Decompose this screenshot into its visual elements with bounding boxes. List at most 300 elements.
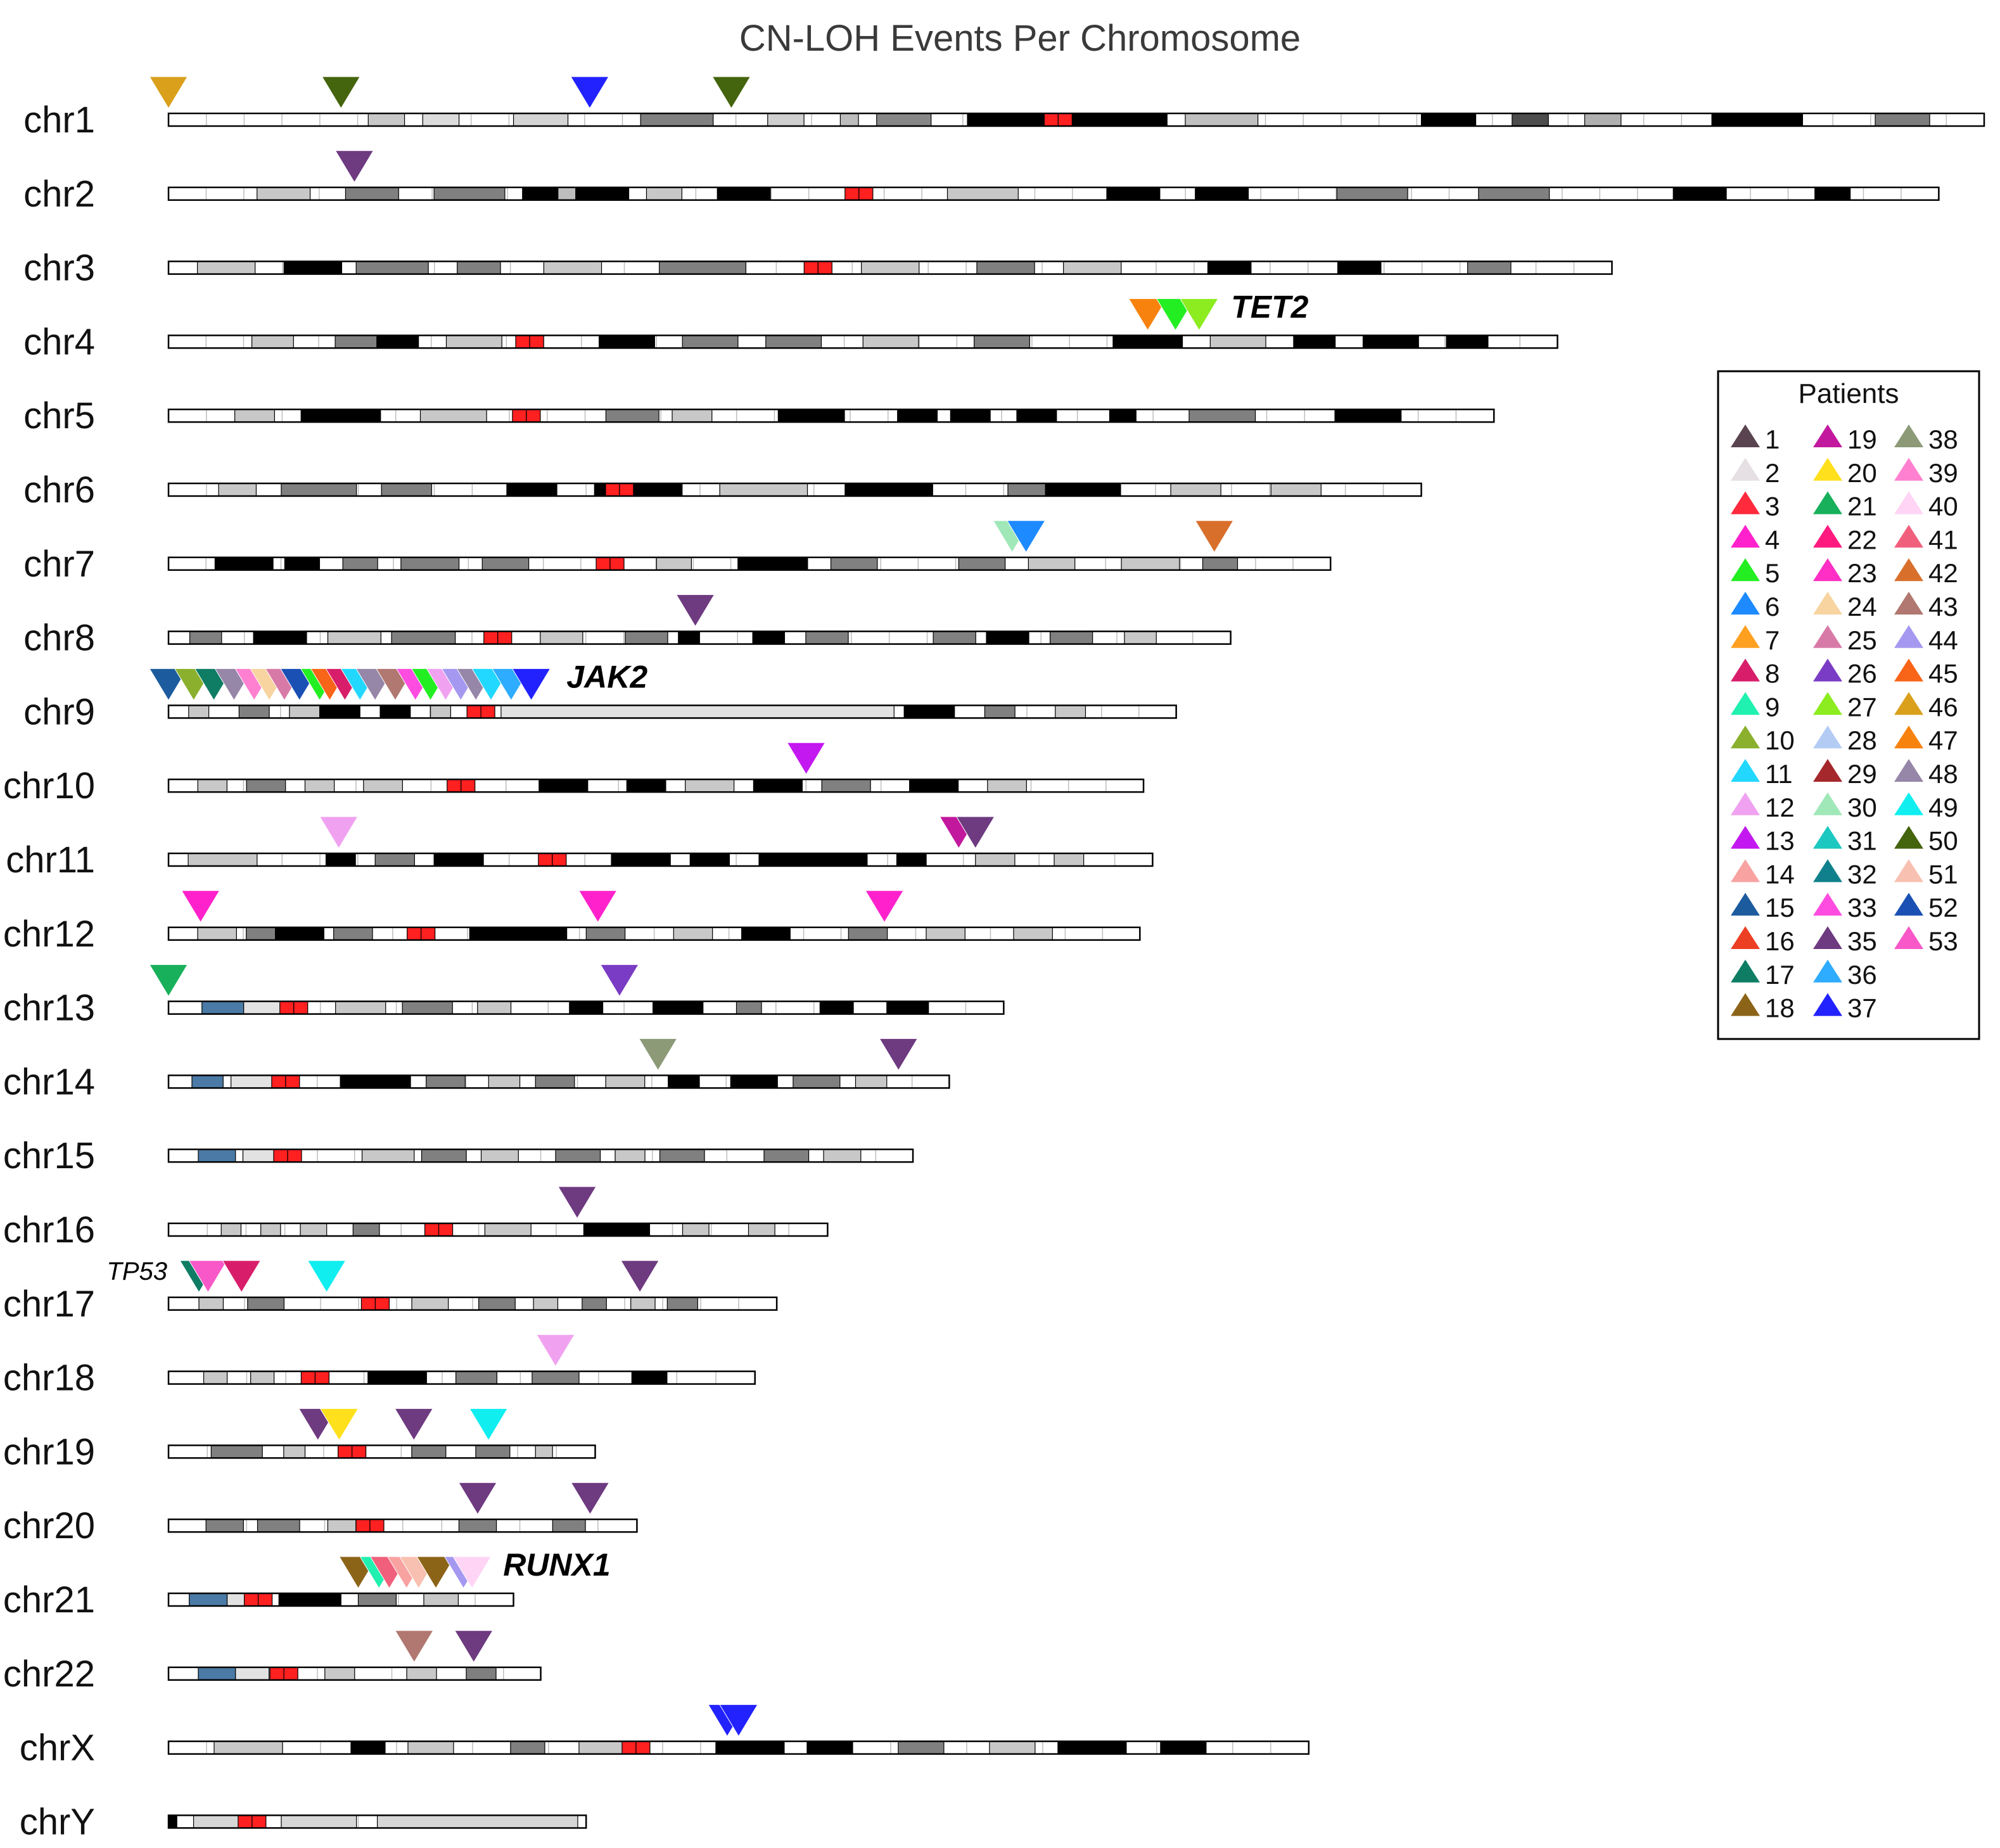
chromosome-band [192,1075,223,1088]
cnloh-event-marker [150,77,188,108]
cnloh-event-marker [677,595,715,627]
chromosome-band [576,188,629,200]
chromosome-band [753,779,802,792]
chromosome-chr3 [23,248,1612,289]
chromosome-band [284,1445,305,1458]
chromosome-band [1479,188,1550,200]
centromere-left [245,1593,258,1606]
chromosome-band [246,927,276,940]
chromosome-band [215,558,273,570]
cnloh-event-marker [621,1261,659,1292]
chromosome-band [325,1667,355,1680]
chromosome-band [446,335,502,348]
chromosome-band [632,1372,667,1384]
legend-label: 35 [1847,926,1877,956]
centromere-right [286,1075,300,1088]
centromere-left [361,1297,375,1310]
centromere-right [552,853,566,866]
chromosome-band [466,1667,496,1680]
chromosome-chr14 [3,1061,949,1102]
chromosome-band [898,1742,944,1754]
chromosome-band [300,1223,327,1236]
chromosome-band [1008,483,1045,496]
chromosome-band [421,409,487,422]
chromosome-band [377,335,419,348]
legend-label: 23 [1847,558,1877,589]
chromosome-chrX [20,1728,1309,1769]
centromere-left [1044,113,1058,126]
chromosome-band [1050,632,1093,644]
chromosome-band [1185,113,1258,126]
legend-label: 36 [1847,959,1877,990]
chromosome-band [326,853,356,866]
chromosome-band [895,483,933,496]
cnloh-event-marker [787,742,825,774]
legend-label: 9 [1765,692,1780,722]
chromosome-band [1468,262,1511,274]
cnloh-event-marker [455,1631,493,1662]
chromosome-band [653,1002,703,1014]
chromosome-band [1014,927,1052,940]
chromosome-band [1054,853,1084,866]
cnloh-event-marker [639,1038,677,1070]
chromosome-band [1294,335,1335,348]
chromosome-label: chr8 [23,617,95,659]
legend-label: 24 [1847,592,1877,621]
legend-label: 4 [1765,525,1780,555]
chromosome-chr10 [3,765,1143,806]
chromosome-band [281,1815,357,1828]
chromosome-band [863,335,919,348]
chromosome-band [469,927,566,940]
legend-label: 50 [1928,825,1958,856]
centromere-left [407,927,421,940]
chromosome-band [457,262,500,274]
chromosome-band [482,558,528,570]
chromosomes-layer [3,99,1984,1842]
chromosome-band [401,558,459,570]
chromosome-band [402,1002,452,1014]
chromosome-band [392,632,455,644]
chromosome-label: chr5 [23,395,95,437]
chromosome-band [253,632,307,644]
chromosome-band [668,1075,699,1088]
chromosome-band [301,409,341,422]
cnloh-event-marker [459,1482,497,1514]
legend-label: 10 [1765,725,1795,756]
legend-label: 15 [1765,893,1795,923]
chromosome-band [236,1667,269,1680]
chromosome-band [540,632,583,644]
legend-label: 48 [1928,759,1958,789]
chromosome-chrY [20,1801,586,1842]
chromosome-band [523,188,558,200]
legend-label: 26 [1847,658,1877,689]
chromosome-band [1109,409,1136,422]
chromosome-band [1028,558,1074,570]
chromosome-band [877,113,931,126]
centromere-right [288,1149,302,1162]
centromere-left [338,1445,352,1458]
centromere-left [606,483,620,496]
centromere-right [439,1223,453,1236]
chromosome-band [988,779,1027,792]
chromosome-label: chr10 [3,765,95,807]
chromosome-band [412,1297,449,1310]
chromosome-band [351,1742,385,1754]
legend-label: 13 [1765,825,1795,856]
chromosome-band [375,853,414,866]
chromosome-band [276,927,324,940]
chromosome-band [682,1223,709,1236]
chromosome-label: chr17 [3,1283,95,1325]
chromosome-label: chrX [19,1727,95,1769]
centromere-left [804,262,818,274]
chromosome-band [1064,262,1121,274]
chromosome-band [248,1297,284,1310]
chromosome-band [632,483,682,496]
chromosome-band [246,779,286,792]
chromosome-band [673,927,712,940]
chromosome-band [862,262,919,274]
chromosome-label: chr22 [3,1653,95,1695]
centromere-right [252,1815,266,1828]
centromere-right [481,705,495,718]
legend-label: 3 [1765,491,1780,521]
chromosome-band [742,927,791,940]
centromere-right [375,1297,389,1310]
legend-label: 25 [1847,625,1877,655]
cnloh-event-marker [395,1408,433,1440]
legend-label: 33 [1847,893,1877,923]
cnloh-event-marker [571,77,609,108]
legend-label: 16 [1765,926,1795,956]
chromosome-band [214,1742,283,1754]
centromere-right [315,1372,329,1384]
chromosome-band [305,779,334,792]
chromosome-band [717,188,770,200]
chromosome-band [422,1149,467,1162]
chromosome-band [806,632,848,644]
chromosome-band [412,1445,446,1458]
chromosome-band [206,1519,243,1532]
chromosome-band [488,1075,519,1088]
chromosome-label: chr19 [3,1431,95,1473]
centromere-left [845,188,859,200]
chromosome-chr1 [23,99,1984,141]
legend-label: 18 [1765,993,1795,1023]
centromere-right [284,1667,298,1680]
chromosome-chr15 [3,1135,913,1176]
chromosome-band [261,1223,281,1236]
chromosome-band [190,632,222,644]
cnloh-event-marker [601,965,639,997]
chromosome-band [320,705,360,718]
chromosome-band [407,1667,436,1680]
chromosome-band [353,1223,379,1236]
chromosome-band [579,1742,625,1754]
cnloh-event-marker [865,891,903,922]
chromosome-band [479,1297,516,1310]
centromere-right [1058,113,1072,126]
chromosome-band [328,632,381,644]
chromosome-chr12 [3,914,1140,955]
chromosome-band [855,1075,886,1088]
chromosome-band [341,409,381,422]
centromere-left [238,1815,252,1828]
chromosome-band [251,1372,274,1384]
chromosome-band [1210,335,1266,348]
chromosome-band [730,1075,777,1088]
events-layer [150,77,1233,1736]
chromosome-label: chr20 [3,1505,95,1547]
legend-label: 6 [1765,592,1780,621]
chromosome-label: chr1 [23,99,95,141]
centromere-right [610,558,624,570]
chromosome-band [736,1002,761,1014]
centromere-right [530,335,544,348]
chromosome-band [279,1593,341,1606]
cnloh-event-marker [222,1261,260,1292]
chromosome-band [290,705,320,718]
chromosome-band [434,188,505,200]
chromosome-band [586,927,625,940]
centromere-right [526,409,540,422]
chromosome-band [431,705,451,718]
chromosome-band [848,927,887,940]
chromosome-band [959,558,1005,570]
chromosome-band [252,335,294,348]
chromosome-band [219,483,256,496]
centromere-right [421,927,435,940]
chromosome-band [476,1445,510,1458]
chromosome-band [753,632,784,644]
chromosome-band [820,1002,853,1014]
chromosome-band [1875,113,1930,126]
centromere-right [818,262,832,274]
legend-label: 52 [1928,893,1958,923]
chromosome-band [507,483,557,496]
chromosome-band [1512,113,1548,126]
chromosome-band [539,779,588,792]
legend-label: 32 [1847,859,1877,889]
chromosome-label: chr12 [3,913,95,955]
legend-label: 46 [1928,692,1958,722]
chromosome-band [766,335,822,348]
chromosome-band [570,1002,603,1014]
legend-label: 53 [1928,926,1958,956]
centromere-left [447,779,461,792]
cnloh-event-marker [537,1335,575,1367]
chromosome-band [535,1075,575,1088]
chromosome-label: chr14 [3,1061,95,1103]
legend-label: 38 [1928,424,1958,454]
chromosome-band [1712,113,1802,126]
centromere-left [538,853,552,866]
chromosome-chr9 [23,691,1176,732]
centromere-right [461,779,475,792]
gene-label: JAK2 [566,659,648,695]
centromere-left [622,1742,636,1754]
chromosome-label: chr11 [6,839,95,881]
chromosome-band [235,409,275,422]
chromosome-band [678,632,700,644]
legend-label: 19 [1847,424,1877,454]
centromere-left [596,558,610,570]
chromosome-band [378,1815,578,1828]
chromosome-band [606,1075,645,1088]
chromosome-band [257,1519,300,1532]
chromosome-band [552,1519,585,1532]
chromosome-band [1124,632,1156,644]
chromosome-band [345,188,398,200]
chromosome-label: chr6 [23,469,95,511]
chromosome-band [459,1519,496,1532]
chromosome-chr19 [3,1431,596,1472]
chromosome-band [514,113,568,126]
chromosome-band [204,1372,227,1384]
centromere-left [270,1667,284,1680]
chromosome-band [824,1149,861,1162]
chromosome-label: chr21 [3,1579,95,1621]
legend-label: 11 [1765,759,1793,789]
legend-label: 47 [1928,725,1958,756]
chromosome-chr13 [3,988,1003,1029]
legend-label: 7 [1765,625,1780,655]
legend-label: 17 [1765,959,1795,990]
legend-label: 44 [1928,625,1958,655]
chromosome-band [340,1075,411,1088]
centromere-left [467,705,481,718]
chromosome-band [640,113,713,126]
chromosome-band [759,853,838,866]
chromosome-band [1363,335,1419,348]
cnloh-event-marker [558,1187,596,1218]
legend-label: 28 [1847,725,1877,756]
legend-label: 5 [1765,558,1780,589]
cnloh-event-marker [320,817,358,848]
chromosome-band [910,779,959,792]
chromosome-band [1161,1742,1206,1754]
cnloh-event-marker [182,891,220,922]
legend-label: 27 [1847,692,1877,722]
chromosome-label: chr13 [3,987,95,1029]
chromosome-band [198,262,255,274]
gene-label: RUNX1 [503,1547,611,1583]
legend-label: 49 [1928,792,1958,822]
chromosome-band [533,1297,557,1310]
centromere-left [301,1372,315,1384]
chromosome-band [896,853,926,866]
chromosome-label: chr15 [3,1135,95,1177]
chromosome-band [334,927,373,940]
centromere-left [272,1075,286,1088]
centromere-right [636,1742,650,1754]
centromere-right [370,1519,384,1532]
chromosome-band [720,483,807,496]
chromosome-chr2 [23,174,1939,215]
chromosome-band [424,1593,458,1606]
chromosome-band [768,113,804,126]
legend-label: 39 [1928,457,1958,488]
chromosome-band [336,1002,386,1014]
legend-label: 37 [1847,993,1877,1023]
chromosome-band [690,853,729,866]
chromosome-band [682,335,738,348]
chromosome-band [202,1002,244,1014]
centromere-right [258,1593,272,1606]
chromosome-band [656,558,691,570]
chromosome-label: chr4 [23,321,95,363]
centromere-left [513,409,526,422]
chromosome-band [501,705,894,718]
chromosome-band [362,1149,414,1162]
chromosome-band [672,409,712,422]
chromosome-band [199,1297,223,1310]
centromere-right [352,1445,366,1458]
chromosome-chr6 [23,469,1421,511]
centromere-right [498,632,512,644]
chromosome-band [986,632,1029,644]
chromosome-band [426,1075,466,1088]
chromosome-band [358,1593,396,1606]
chromosome-band [582,1297,606,1310]
legend-label: 29 [1847,759,1877,789]
chromosome-band [631,1297,655,1310]
chromosome-band [364,779,403,792]
chromosome-band [627,779,666,792]
legend-title: Patients [1798,378,1899,409]
chromosome-band [1202,558,1237,570]
chromosome-band [544,262,601,274]
legend-label: 42 [1928,558,1958,589]
chromosome-band [977,262,1035,274]
chromosome-band [904,705,955,718]
chromosome-chr16 [3,1209,827,1251]
chromosome-band [974,335,1030,348]
legend-label: 2 [1765,457,1780,488]
chromosome-band [1017,409,1057,422]
chromosome-band [838,853,867,866]
chromosome-chr5 [23,395,1494,437]
centromere-right [620,483,634,496]
chromosome-band [1058,1742,1126,1754]
chromosome-band [532,1372,579,1384]
chromosome-band [1055,705,1086,718]
chromosome-band [659,262,746,274]
chromosome-label: chr9 [23,691,95,733]
chromosome-label: chr16 [3,1209,95,1251]
chromosome-band [840,113,858,126]
chromosome-band [368,1372,427,1384]
chromosome-band [778,409,844,422]
chromosome-band [1446,335,1488,348]
chromosome-band [716,1742,784,1754]
chromosome-label: chr2 [23,173,95,215]
chromosome-band [887,1002,929,1014]
chromosome-band [478,1002,511,1014]
chromosome-band [948,188,1019,200]
chromosome-band [281,483,357,496]
legend-label: 40 [1928,491,1958,521]
chromosome-label: chrY [19,1801,95,1843]
centromere-left [274,1149,288,1162]
chromosome-band [1107,188,1160,200]
chromosome-band [793,1075,840,1088]
chromosome-band [976,853,1015,866]
chromosome-band [926,927,965,940]
chromosome-band [231,1075,278,1088]
